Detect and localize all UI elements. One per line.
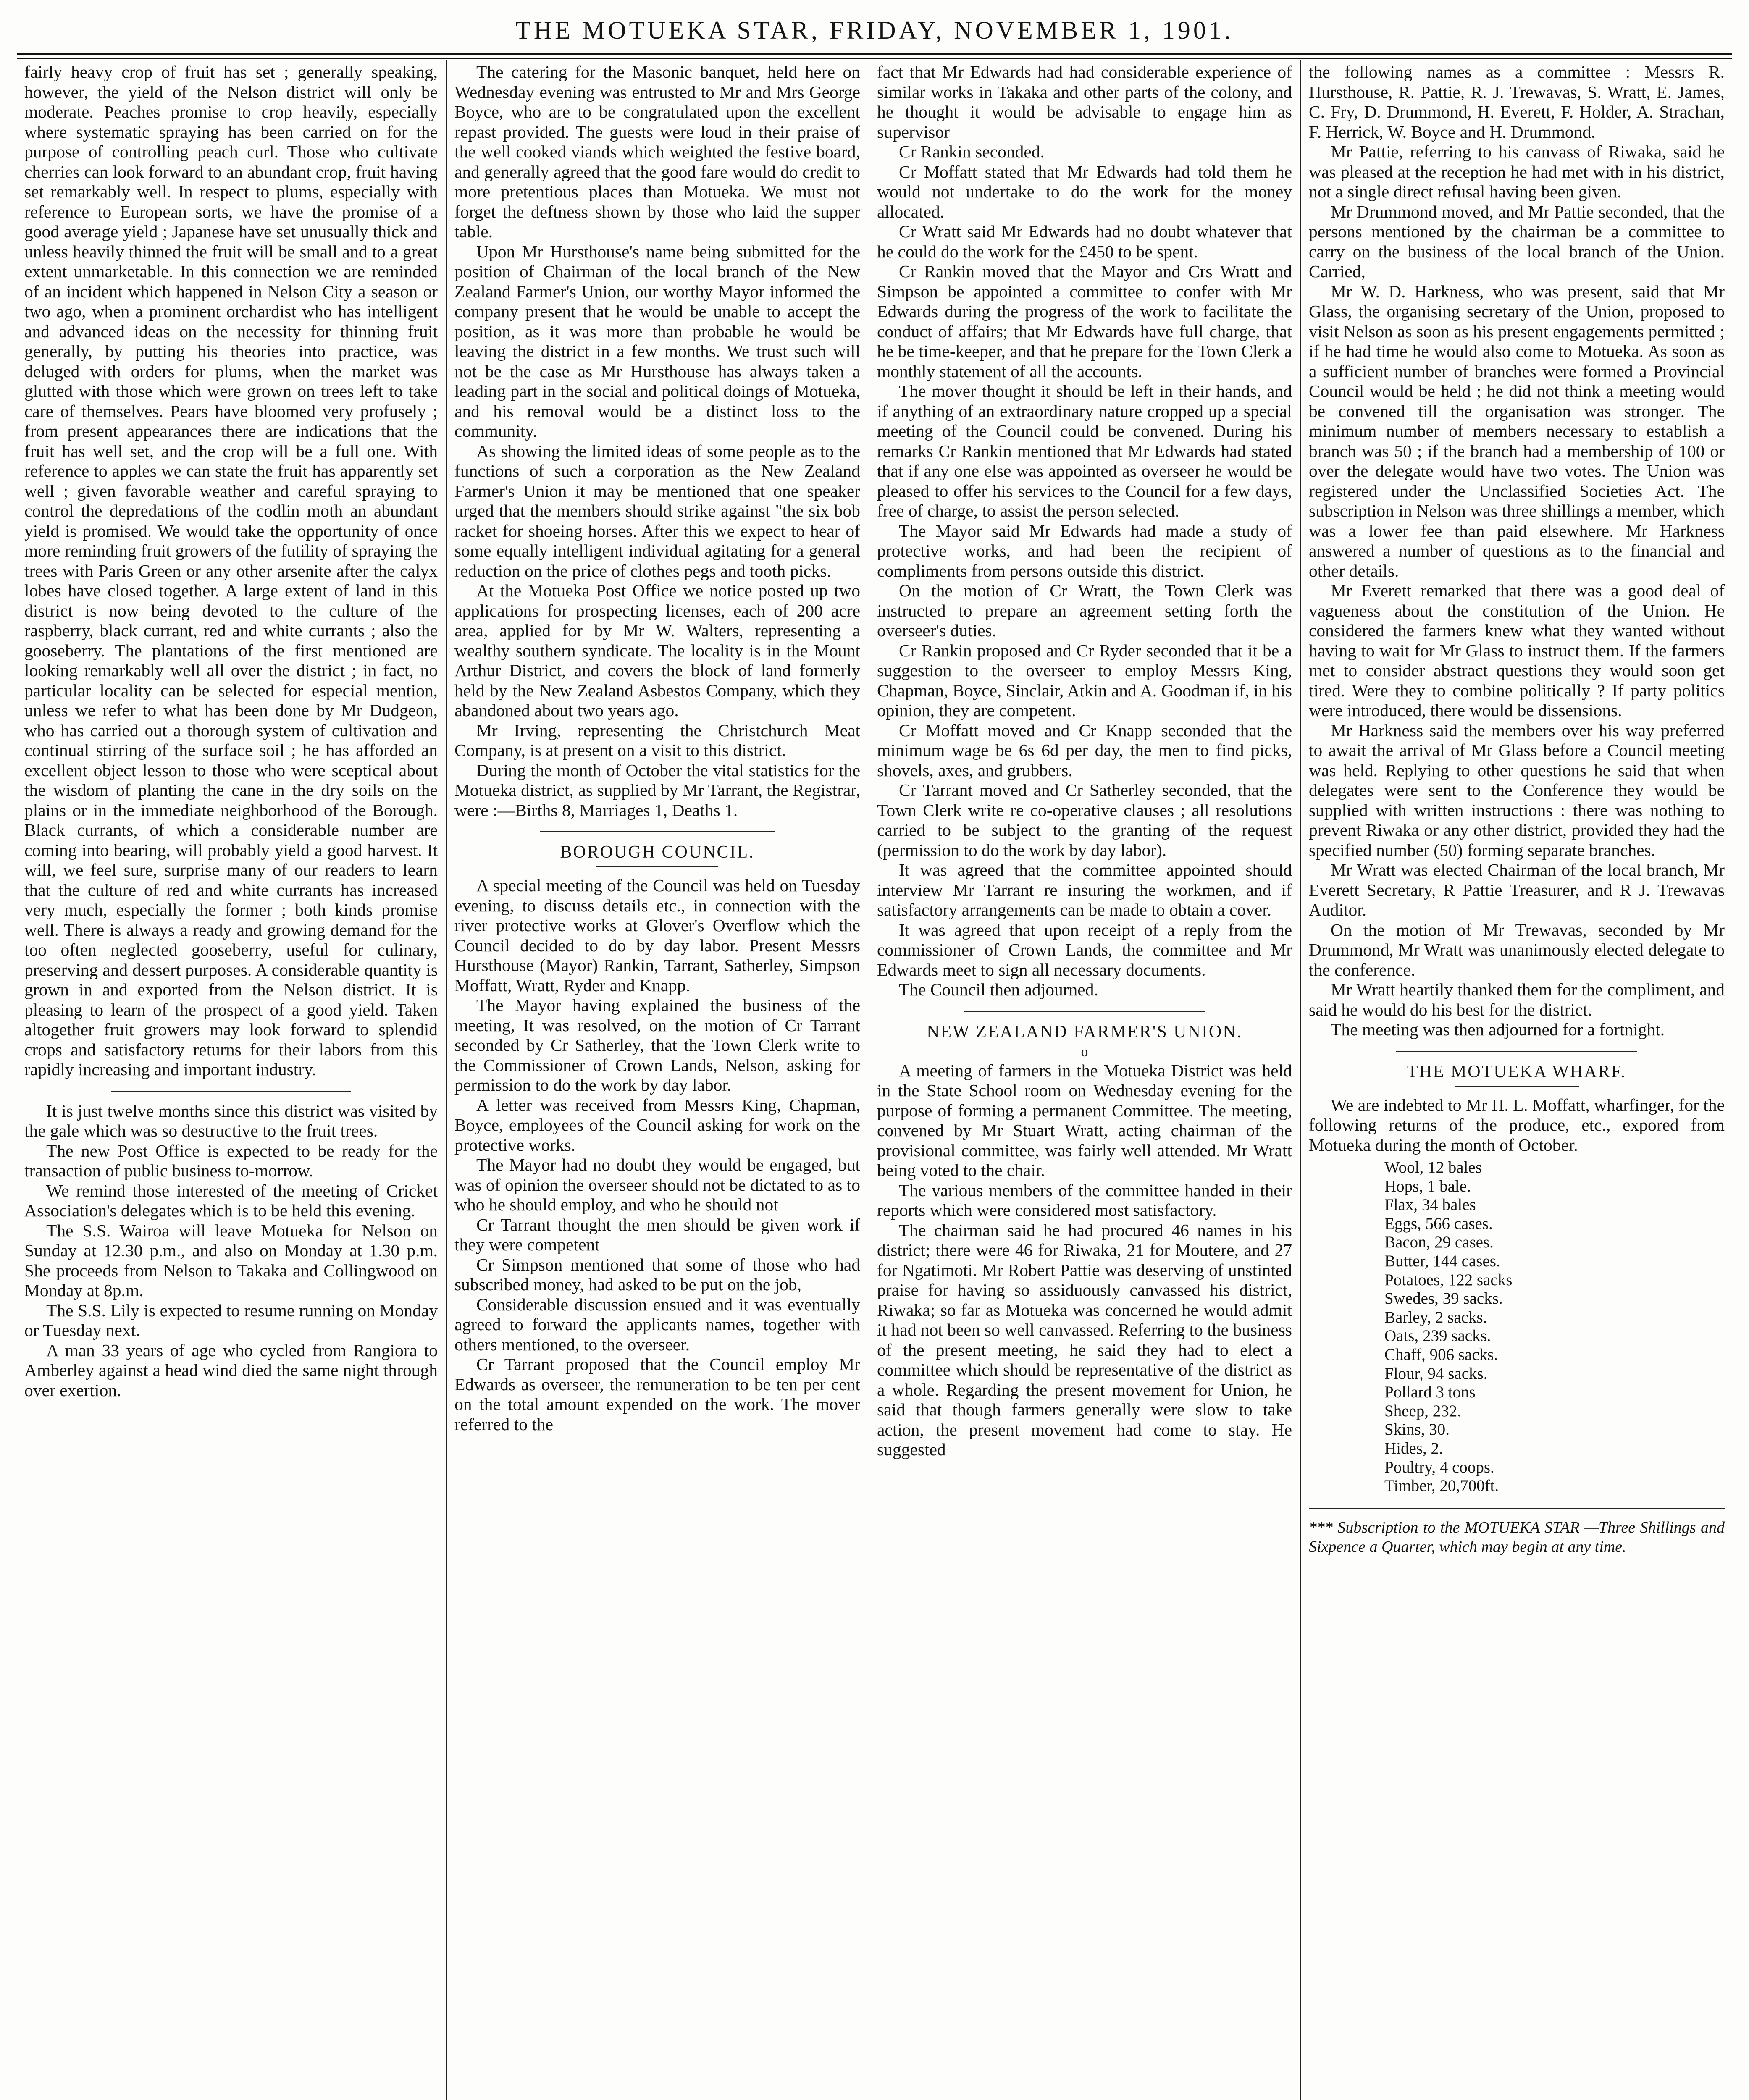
union-paragraph: A meeting of farmers in the Motueka District was held in the State School room on Wednesday evening for the purpose of forming a permanent Committee. The meeting, convened by Mr Stuart Wratt, acting chairman of the provisional committee, was fairly well attended. Mr Wratt being voted to the chair. [877,1060,1292,1180]
news-item-lily: The S.S. Lily is expected to resume running on Monday or Tuesday next. [24,1300,438,1340]
union-paragraph: Mr Wratt heartily thanked them for the compliment, and said he would do his best for the district. [1309,980,1725,1019]
union-paragraph: the following names as a committee : Messrs R. Hursthouse, R. Pattie, R. J. Trewavas, S. Wratt, E. James, C. Fry, D. Drummond, H. Everett, F. Holder, A. Strachan, F. Herrick, W. Boyce and H. Drummond. [1309,62,1725,142]
produce-item: Flax, 34 bales [1384,1196,1476,1214]
council-paragraph: The Mayor had no doubt they would be engaged, but was of opinion the overseer should not be dictated to as to who he should employ, and who he should not [454,1155,860,1214]
produce-item: Barley, 2 sacks. [1384,1308,1487,1326]
news-item-prospecting: At the Motueka Post Office we notice posted up two applications for prospecting licenses, each of 200 acre area, applied for by Mr W. Walters, representing a wealthy southern syndicate. The locality is in the Mount Arthur District, and covers the block of land formerly held by the New Zealand Asbestos Company, which they abandoned about two years ago. [454,581,860,720]
produce-item: Flour, 94 sacks. [1384,1364,1488,1383]
council-paragraph: The Mayor having explained the business of the meeting, It was resolved, on the motion of Cr Tarrant seconded by Cr Satherley, that the Town Clerk write to the Commissioner of Crown Lands, Nelson, asking for permission to do the work by day labor. [454,995,860,1095]
union-paragraph: Mr Drummond moved, and Mr Pattie seconded, that the persons mentioned by the chairman be a committee to carry on the business of the local branch of the Union. Carried, [1309,202,1725,281]
news-item-hursthouse: Upon Mr Hursthouse's name being submitted for the position of Chairman of the local branch of the New Zealand Farmer's Union, our worthy Mayor informed the company present that he would be unable to accept the position, as it was more than probable he would be leaving the district in a few months. We trust such will not be the case as Mr Hursthouse has always taken a leading part in the social and political doings of Motueka, and his removal would be a distinct loss to the community. [454,242,860,441]
union-paragraph: On the motion of Mr Trewavas, seconded by Mr Drummond, Mr Wratt was unanimously elected delegate to the conference. [1309,920,1725,979]
news-item-wairoa: The S.S. Wairoa will leave Motueka for Nelson on Sunday at 12.30 p.m., and also on Monday at 1.30 p.m. She proceeds from Nelson to Takaka and Collingwood on Monday at 8p.m. [24,1221,438,1300]
produce-item: Wool, 12 bales [1384,1158,1482,1176]
section-rule [596,866,718,867]
produce-item: Hops, 1 bale. [1384,1177,1471,1195]
council-paragraph: Cr Tarrant thought the men should be given work if they were competent [454,1215,860,1254]
masthead-rule-thin [17,58,1732,59]
double-rule [1309,1507,1725,1510]
heading-ornament: —o— [1066,1044,1103,1060]
council-paragraph: Cr Tarrant proposed that the Council employ Mr Edwards as overseer, the remuneration to be ten per cent on the total amount expended on the work. The mover referred to the [454,1354,860,1434]
section-rule [1455,1086,1579,1087]
news-item-cricket: We remind those interested of the meeting of Cricket Association's delegates which is to be held this evening. [24,1181,438,1220]
section-rule [964,1011,1205,1012]
produce-item: Bacon, 29 cases. [1384,1233,1494,1252]
produce-item: Chaff, 906 sacks. [1384,1345,1498,1364]
union-paragraph: Mr Everett remarked that there was a good deal of vagueness about the constitution of the Union. He considered the farmers knew what they wanted without having to wait for Mr Glass to instruct them. If the farmers met to consider abstract questions they would soon get tired. Were they to combine politically ? If party politics were introduced, there would be dissensions. [1309,581,1725,720]
section-rule [111,1091,351,1092]
council-paragraph: A special meeting of the Council was held on Tuesday evening, to discuss details etc., in connection with the river protective works at Glover's Overflow which the Council decided to do by day labor. Present Messrs Hursthouse (Mayor) Rankin, Tarrant, Satherley, Simpson Moffatt, Wratt, Ryder and Knapp. [454,876,860,995]
heading-farmers-union: NEW ZEALAND FARMER'S UNION. [927,1022,1242,1042]
council-paragraph: Cr Rankin proposed and Cr Ryder seconded that it be a suggestion to the overseer to employ Messrs King, Chapman, Boyce, Sinclair, Atkin and A. Goodman if, in his opinion, they are competent. [877,640,1292,720]
union-paragraph: The various members of the committee handed in their reports which were considered most satisfactory. [877,1180,1292,1220]
news-item-vital-statistics: During the month of October the vital statistics for the Motueka district, as supplied by Mr Tarrant, the Registrar, were :—Births 8, Marriages 1, Deaths 1. [454,760,860,820]
union-paragraph: The chairman said he had procured 46 names in his district; there were 46 for Riwaka, 21 for Moutere, and 27 for Ngatimoti. Mr Robert Pattie was deserving of unstinted praise for having so assiduously canvassed his district, Riwaka; so far as Motueka was concerned he would admit it had not been so well canvassed. Referring to the business of the present meeting, he said they had to elect a committee which should be representative of the district as a whole. Regarding the present movement for Union, he said that though farmers generally were slow to take action, the present movement had come to stay. He suggested [877,1220,1292,1459]
council-paragraph: A letter was received from Messrs King, Chapman, Boyce, employees of the Council asking for work on the protective works. [454,1095,860,1155]
council-paragraph: Cr Simpson mentioned that some of those who had subscribed money, had asked to be put on the job, [454,1255,860,1294]
wharf-intro: We are indebted to Mr H. L. Moffatt, wharfinger, for the following returns of the produce, etc., expored from Motueka during the month of October. [1309,1095,1725,1155]
council-paragraph: The Council then adjourned. [899,980,1098,999]
heading-borough-council: BOROUGH COUNCIL. [560,843,755,862]
news-item-cyclist: A man 33 years of age who cycled from Rangiora to Amberley against a head wind died the same night through over exertion. [24,1340,438,1400]
masthead-title: THE MOTUEKA STAR, FRIDAY, NOVEMBER 1, 1901. [515,16,1234,44]
council-paragraph: It was agreed that the committee appointed should interview Mr Tarrant re insuring the workmen, and if satisfactory arrangements can be made to obtain a cover. [877,860,1292,919]
council-paragraph: Cr Rankin seconded. [899,142,1045,161]
council-paragraph: fact that Mr Edwards had had considerable experience of similar works in Takaka and other parts of the colony, and he thought it would be advisable to engage him as supervisor [877,62,1292,142]
column-3 [869,62,1300,2100]
subscription-notice: *** Subscription to the MOTUEKA STAR —Three Shillings and Sixpence a Quarter, which may begin at any time. [1309,1518,1725,1556]
union-paragraph: Mr W. D. Harkness, who was present, said that Mr Glass, the organising secretary of the Union, proposed to visit Nelson as soon as his present engagements permitted ; if he had time he would also come to Motueka. As soon as a sufficient number of branches were formed a Provincial Council would be held ; he did not think a meeting would be convened till the organisation was stronger. The minimum number of members necessary to establish a branch was 50 ; if the branch had a membership of 100 or over the delegate would have two votes. The Union was registered under the Unclassified Societies Act. The subscription in Nelson was three shillings a member, which was a lower fee than paid elsewhere. Mr Harkness answered a number of questions as to the financial and other details. [1309,281,1725,580]
masthead-rule [17,53,1732,55]
council-paragraph: Cr Moffatt stated that Mr Edwards had told them he would not undertake to do the work for the money allocated. [877,162,1292,221]
council-paragraph: Cr Tarrant moved and Cr Satherley seconded, that the Town Clerk write re co-operative clauses ; all resolutions carried to be subject to the granting of the request (permission to do the work by day labor). [877,780,1292,860]
council-paragraph: On the motion of Cr Wratt, the Town Clerk was instructed to prepare an agreement setting forth the overseer's duties. [877,581,1292,640]
heading-motueka-wharf: THE MOTUEKA WHARF. [1407,1062,1627,1082]
council-paragraph: Cr Wratt said Mr Edwards had no doubt whatever that he could do the work for the £450 to be spent. [877,222,1292,261]
section-rule [1396,1051,1637,1052]
council-paragraph: It was agreed that upon receipt of a reply from the commissioner of Crown Lands, the committee and Mr Edwards meet to sign all necessary documents. [877,920,1292,979]
produce-item: Pollard 3 tons [1384,1383,1476,1402]
produce-item: Skins, 30. [1384,1420,1450,1439]
union-paragraph: Mr Wratt was elected Chairman of the local branch, Mr Everett Secretary, R Pattie Treasurer, and R J. Trewavas Auditor. [1309,860,1725,919]
column-1 [17,62,445,2100]
section-rule [540,831,775,832]
news-item-gale: It is just twelve months since this district was visited by the gale which was so destructive to the fruit trees. [24,1101,438,1140]
article-fruit-crops: fairly heavy crop of fruit has set ; generally speaking, however, the yield of the Nelson district will only be moderate. Peaches promise to crop heavily, especially where systematic spraying has been carried on for the purpose of controlling peach curl. Those who cultivate cherries can look forward to an abundant crop, fruit having set remarkably well. In respect to plums, especially with reference to European sorts, we have the promise of a good average yield ; Japanese have set unusually thick and unless heavily thinned the fruit will be small and to a great extent unmarketable. In this connection we are reminded of an incident which happened in Nelson City a season or two ago, when a prominent orchardist who has intelligent and advanced ideas on the necessity for thinning fruit generally, by putting his theories into practice, was deluged with orders for plums, when the market was glutted with those which were grown on trees left to take care of themselves. Pears have bloomed very profusely ; from present appearances there are indications that the fruit has well set, and the crop will be a full one. With reference to apples we can state the fruit has apparently set well ; given favorable weather and careful spraying to control the depredations of the codlin moth an abundant yield is promised. We would take the opportunity of once more reminding fruit growers of the futility of spraying the trees with Paris Green or any other arsenite after the calyx lobes have closed together. A large extent of land in this district is now being devoted to the culture of the raspberry, black currant, red and white currants ; also the gooseberry. The plantations of the first mentioned are looking remarkably well all over the district ; in fact, no particular locality can be selected for especial mention, unless we refer to what has been done by Mr Dudgeon, who has carried out a thorough system of cultivation and continual stirring of the surface soil ; he has afforded an excellent object lesson to those who were sceptical about the wisdom of planting the cane in the dry soils on the plains or in the immediate neighborhood of the Borough. Black currants, of which a considerable number are coming into bearing, will probably yield a good harvest. It will, we feel sure, surprise many of our readers to learn that the culture of red and white currants has increased very much, especially the former ; both kinds promise well. There is always a ready and growing demand for the too often neglected gooseberry, useful for culinary, preserving and dessert purposes. A considerable quantity is grown in and exported from the Nelson district. It is pleasing to learn of the prospect of a good yield. Taken altogether fruit growers may look forward to splendid crops and satisfactory returns for their labors from this rapidly increasing and important industry. [24,62,438,1079]
produce-item: Oats, 239 sacks. [1384,1327,1491,1345]
council-paragraph: The mover thought it should be left in their hands, and if anything of an extraordinary nature cropped up a special meeting of the Council could be convened. During his remarks Cr Rankin mentioned that Mr Edwards had stated that if any one else was appointed as overseer he would be pleased to offer his services to the Council for a few days, free of charge, to assist the person selected. [877,381,1292,520]
produce-item: Butter, 144 cases. [1384,1252,1500,1270]
column-4 [1301,62,1732,2100]
news-item-farmers-union-ideas: As showing the limited ideas of some people as to the functions of such a corporation as the New Zealand Farmer's Union it may be mentioned that one speaker urged that the members should strike against "the six bob racket for shoeing horses. After this we expect to hear of some equally intelligent individual agitating for a general reduction on the price of clothes pegs and tooth picks. [454,441,860,580]
column-2 [447,62,868,2100]
produce-item: Sheep, 232. [1384,1402,1462,1420]
council-paragraph: Considerable discussion ensued and it was eventually agreed to forward the applicants names, together with others mentioned, to the overseer. [454,1294,860,1354]
union-paragraph: The meeting was then adjourned for a fortnight. [1331,1020,1665,1039]
union-paragraph: Mr Pattie, referring to his canvass of Riwaka, said he was pleased at the reception he had met with in his district, not a single direct refusal having been given. [1309,142,1725,201]
council-paragraph: Cr Rankin moved that the Mayor and Crs Wratt and Simpson be appointed a committee to confer with Mr Edwards during the progress of the work to facilitate the conduct of affairs; that Mr Edwards have full charge, that he be time-keeper, and that he prepare for the Town Clerk a monthly statement of all the accounts. [877,262,1292,381]
produce-item: Timber, 20,700ft. [1384,1477,1499,1495]
produce-item: Hides, 2. [1384,1439,1443,1457]
produce-item: Poultry, 4 coops. [1384,1458,1494,1476]
council-paragraph: Cr Moffatt moved and Cr Knapp seconded that the minimum wage be 6s 6d per day, the men to find picks, shovels, axes, and grubbers. [877,720,1292,780]
news-item-irving: Mr Irving, representing the Christchurch Meat Company, is at present on a visit to this district. [454,720,860,760]
produce-item: Swedes, 39 sacks. [1384,1289,1503,1308]
produce-item: Potatoes, 122 sacks [1384,1270,1513,1289]
produce-list [1384,1158,1725,1496]
news-item-masonic: The catering for the Masonic banquet, held here on Wednesday evening was entrusted to Mr and Mrs George Boyce, who are to be congratulated upon the excellent repast provided. The guests were loud in their praise of the well cooked viands which weighted the festive board, and generally agreed that the good fare would do credit to more pretentious places than Motueka. We must not forget the deftness shown by those who laid the supper table. [454,62,860,241]
union-paragraph: Mr Harkness said the members over his way preferred to await the arrival of Mr Glass before a Council meeting was held. Replying to other questions he said that when delegates were sent to the Conference they would be supplied with written instructions : there was nothing to prevent Riwaka or any other district, provided they had the specified number (50) forming separate branches. [1309,720,1725,860]
council-paragraph: The Mayor said Mr Edwards had made a study of protective works, and had been the recipient of compliments from persons outside this district. [877,521,1292,580]
produce-item: Eggs, 566 cases. [1384,1214,1493,1233]
news-item-post-office: The new Post Office is expected to be ready for the transaction of public business to-morrow. [24,1141,438,1180]
